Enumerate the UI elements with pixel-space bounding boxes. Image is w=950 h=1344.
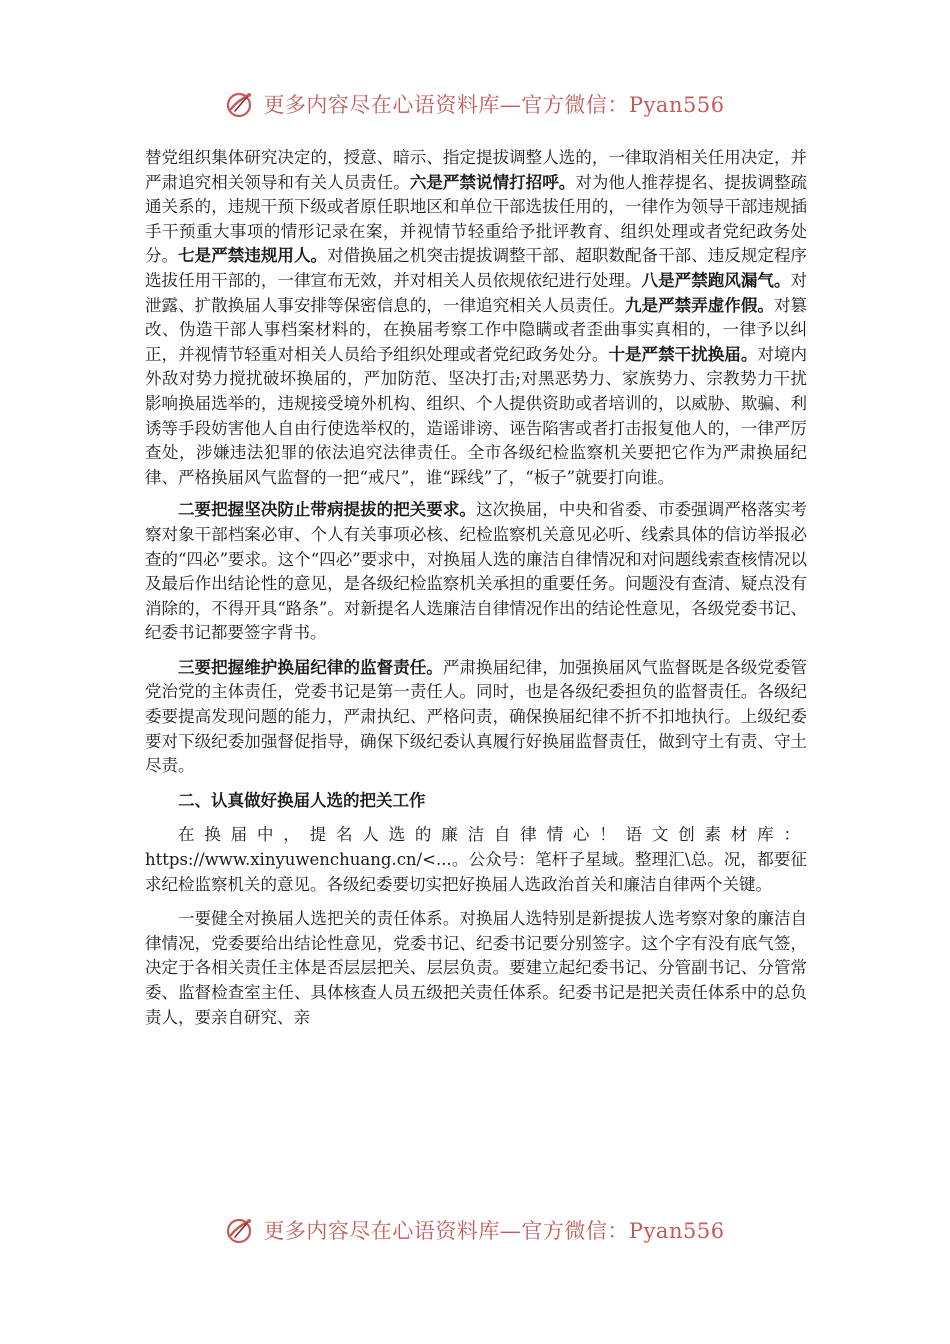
header-banner xyxy=(0,84,950,124)
section-heading-text: 二、认真做好换届人选的把关工作 xyxy=(178,790,426,810)
logo-icon xyxy=(225,1215,255,1245)
paragraph-text: 。公众号：笔杆子星域。整理汇\总。况，都要征求纪检监察机关的意见。各级纪委要切实把好换届人选政治首关和廉洁自律两个关键。 xyxy=(145,850,807,894)
embedded-url: https://www.xinyuwenchuang.cn/<... xyxy=(145,850,452,870)
bold-lead: 二要把握坚决防止带病提拔的把关要求。 xyxy=(178,500,476,520)
bold-point-ten: 十是严禁干扰换届。 xyxy=(608,344,758,364)
paragraph-third-requirement xyxy=(145,656,807,779)
bold-point-six: 六是严禁说情打招呼。 xyxy=(409,172,576,192)
section-heading xyxy=(145,789,807,814)
paragraph-text: 这次换届，中央和省委、市委强调严格落实考察对象干部档案必审、个人有关事项必核、纪检监察机关意见必听、线索具体的信访举报必查的“四必”要求。这个“四必”要求中，对换届人选的廉洁自律情况和对问题线索查核情况以及最后作出结论性的意见，是各级纪检监察机关承担的重要任务。问题没有查清、疑点没有消除的，不得开具“路条”。对新提名人选廉洁自律情况作出的结论性意见，各级党委书记、纪委书记都要签字背书。 xyxy=(145,500,808,643)
paragraph-text: 一要健全对换届人选把关的责任体系。对换届人选特别是新提拔人选考察对象的廉洁自律情况，党委要给出结论性意见，党委书记、纪委书记要分别签字。这个字有没有底气签，决定于各相关责任主体是否层层把关、层层负责。要建立起纪委书记、分管副书记、分管常委、监督检查室主任、具体核查人员五级把关责任体系。纪委书记是把关责任体系中的总负责人，要亲自研究、亲 xyxy=(145,909,807,1027)
header-banner-text: 更多内容尽在心语资料库—官方微信：Pyan556 xyxy=(263,93,725,117)
paragraph-nominee-review xyxy=(145,823,807,897)
bold-point-eight: 八是严禁跑风漏气。 xyxy=(641,270,791,290)
paragraph-text: 对借换届之机突击提拔调整干部、超职数配备干部、违反规定程序选拔任用干部的，一律宣布无效，并对相关人员依规依纪进行处理。 xyxy=(145,246,808,290)
logo-icon xyxy=(225,89,255,119)
paragraph-text-spaced: 在换届中，提名人选的廉洁自律情心！语文创素材库： xyxy=(178,825,807,845)
paragraph-text: 对泄露、扩散换届人事安排等保密信息的，一律追究相关人员责任。 xyxy=(145,270,808,315)
paragraph-ten-prohibitions xyxy=(145,146,807,490)
paragraph-second-requirement xyxy=(145,498,807,646)
bold-point-seven: 七是严禁违规用人。 xyxy=(178,246,328,266)
document-body xyxy=(145,146,807,1040)
bold-point-nine: 九是严禁弄虚作假。 xyxy=(625,295,774,315)
paragraph-responsibility-system xyxy=(145,907,807,1030)
paragraph-text: 替党组织集体研究决定的，授意、暗示、指定提拔调整人选的，一律取消相关任用决定，并严肃追究相关领导和有关人员责任。 xyxy=(145,148,807,192)
paragraph-text: 对篡改、伪造干部人事档案材料的，在换届考察工作中隐瞒或者歪曲事实真相的，一律予以纠正，并视情节轻重对相关人员给予组织处理或者党纪政务处分。 xyxy=(145,295,808,364)
paragraph-text: 对境内外敌对势力搅扰破坏换届的，严加防范、坚决打击;对黑恶势力、家族势力、宗教势力干扰影响换届选举的，违规接受境外机构、组织、个人提供资助或者培训的，以威胁、欺骗、利诱等手段妨害他人自由行使选举权的，造谣诽谤、诬告陷害或者打击报复他人的，一律严厉查处，涉嫌违法犯罪的依法追究法律责任。全市各级纪检监察机关要把它作为严肃换届纪律、严格换届风气监督的一把“戒尺”，谁“踩线”了，“板子”就要打向谁。 xyxy=(145,344,808,487)
paragraph-text: 对为他人推荐提名、提拔调整疏通关系的，违规干预下级或者原任职地区和单位干部选拔任用的，一律作为领导干部违规插手干预重大事项的情形记录在案，并视情节轻重给予批评教育、组织处理或者党纪政务处分。 xyxy=(145,172,808,266)
bold-lead: 三要把握维护换届纪律的监督责任。 xyxy=(178,657,443,677)
paragraph-text: 严肃换届纪律，加强换届风气监督既是各级党委管党治党的主体责任，党委书记是第一责任人。同时，也是各级纪委担负的监督责任。各级纪委要提高发现问题的能力，严肃执纪、严格问责，确保换届纪律不折不扣地执行。上级纪委要对下级纪委加强督促指导，确保下级纪委认真履行好换届监督责任，做到守土有责、守土尽责。 xyxy=(145,657,808,776)
footer-banner-text: 更多内容尽在心语资料库—官方微信：Pyan556 xyxy=(263,1219,725,1243)
footer-banner xyxy=(0,1210,950,1250)
